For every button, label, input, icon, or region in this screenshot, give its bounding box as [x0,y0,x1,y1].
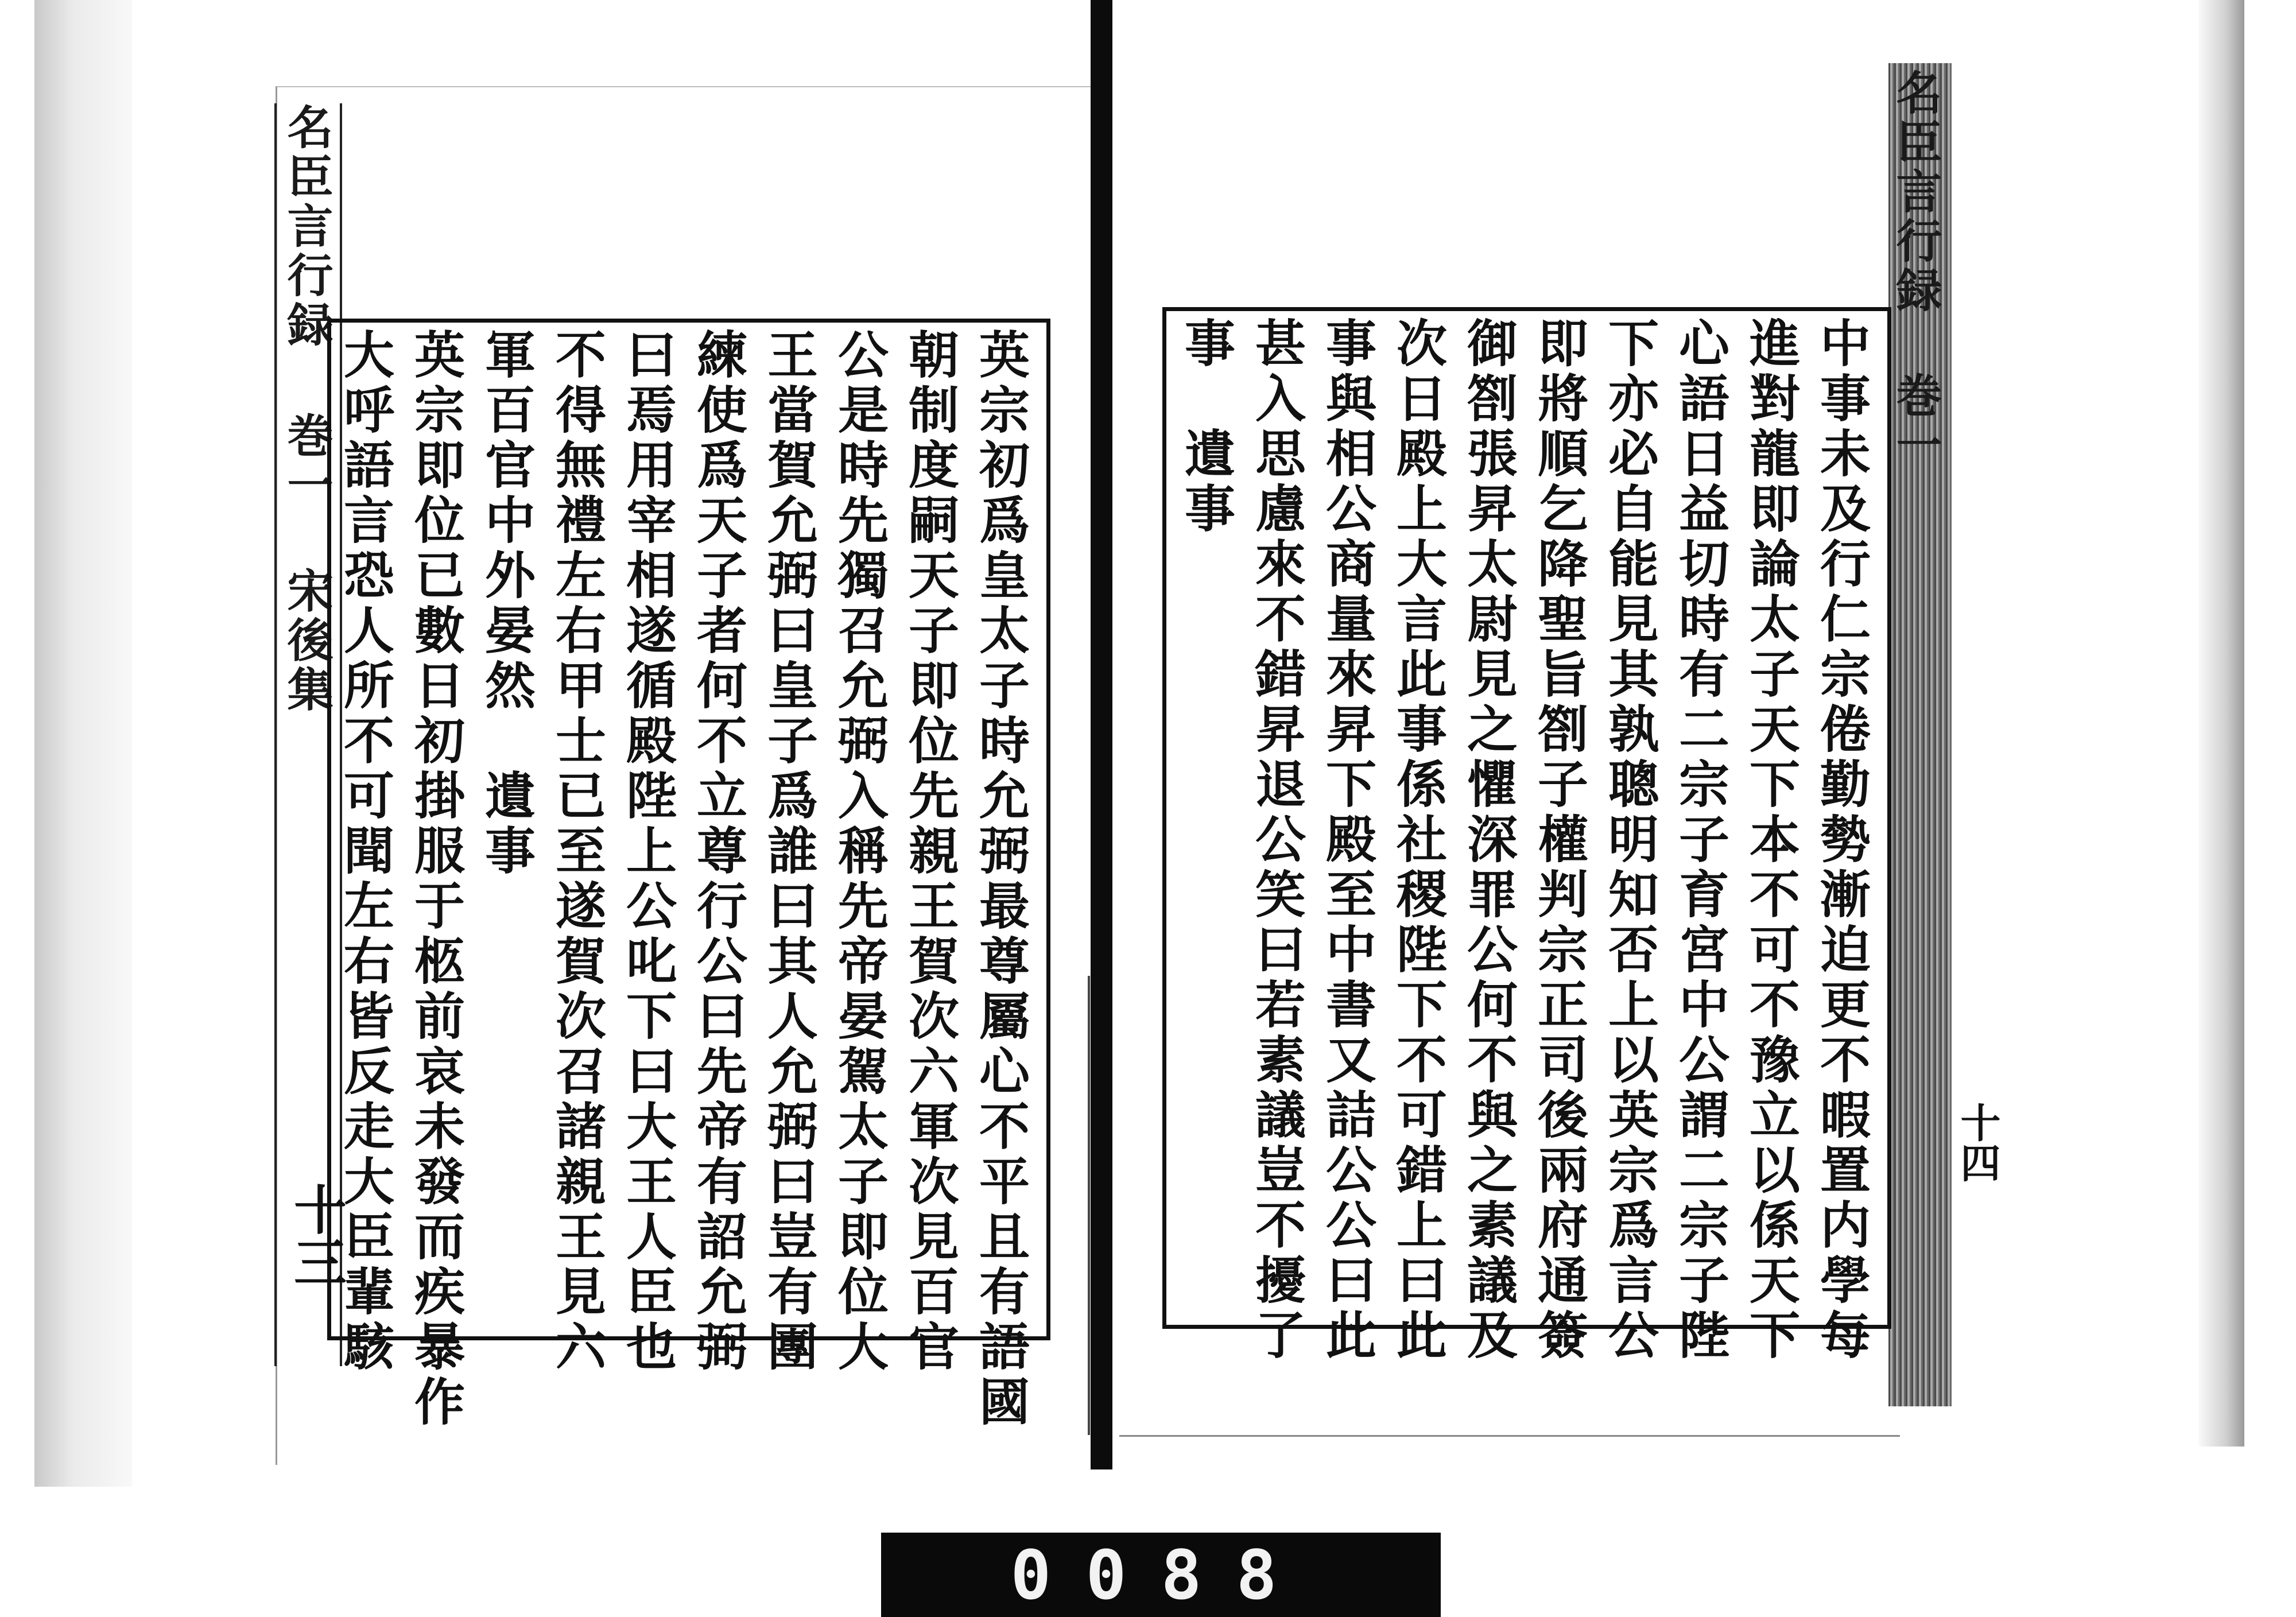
left-column-1: 英宗初爲皇太子時允弼最尊屬心不平且有語國 [971,328,1031,1430]
left-margin-title: 名臣言行録 [280,103,333,350]
left-margin-volume: 巻一 [280,412,333,511]
left-column-9: 英宗即位已數日初掛服于柩前哀未發而疾暴作 [406,328,466,1430]
frame-number-label: 0088 [881,1533,1441,1617]
right-margin-volume: 巻一 [1888,371,1942,471]
right-folio-number: 十四 [1954,1102,2002,1182]
right-column-3: 心語日益切時有二宗子育宮中公謂二宗子陛 [1671,317,1731,1364]
right-margin-title: 名臣言行録 [1888,69,1942,316]
left-column-2: 朝制度嗣天子即位先親王賀次六軍次見百官 [901,328,960,1375]
right-column-5: 即將順乞降聖旨劄子權判宗正司後兩府通簽 [1530,317,1589,1364]
left-column-10: 大呼語言恐人所不可聞左右皆反走大臣輩駭 [336,328,395,1375]
left-column-6: 曰焉用宰相遂循殿陛上公叱下曰大王人臣也 [618,328,678,1375]
right-margin-strip [1883,69,1949,471]
right-column-10: 事 遺事 [1177,317,1236,537]
right-text-block [1162,307,1891,1364]
right-column-1: 中事未及行仁宗倦勤勢漸迫更不暇置内學每 [1812,317,1872,1364]
gutter-edge [1088,976,1090,1435]
book-gutter [1091,0,1112,1469]
right-column-2: 進對龍即論太子天下本不可不豫立以係天下 [1742,317,1801,1364]
left-column-7: 不得無禮左右甲士已至遂賀次召諸親王見六 [548,328,607,1375]
right-column-8: 事與相公商量來昇下殿至中書又詰公公曰此 [1318,317,1378,1364]
scan-shadow-left [34,0,132,1487]
left-folio-number: 十三 [285,1182,347,1288]
right-column-9: 甚入思慮來不錯昇退公笑曰若素議豈不擾了 [1247,317,1307,1364]
scan-edge-right [2198,0,2244,1447]
right-column-7: 次日殿上大言此事係社稷陛下不可錯上曰此 [1389,317,1448,1364]
left-column-3: 公是時先獨召允弼入稱先帝晏駕太子即位大 [830,328,890,1375]
left-column-4: 王當賀允弼曰皇子爲誰曰其人允弼曰豈有團 [759,328,819,1375]
right-column-6: 御劄張昇太尉見之懼深罪公何不與之素議及 [1459,317,1519,1364]
left-column-5: 練使爲天子者何不立尊行公曰先帝有詔允弼 [689,328,748,1375]
left-column-8: 軍百官中外晏然 遺事 [477,328,537,879]
left-text-block [327,319,1050,1430]
right-column-4: 下亦必自能見其孰聰明知否上以英宗爲言公 [1600,317,1660,1364]
left-margin-collection: 宋後集 [280,567,333,715]
